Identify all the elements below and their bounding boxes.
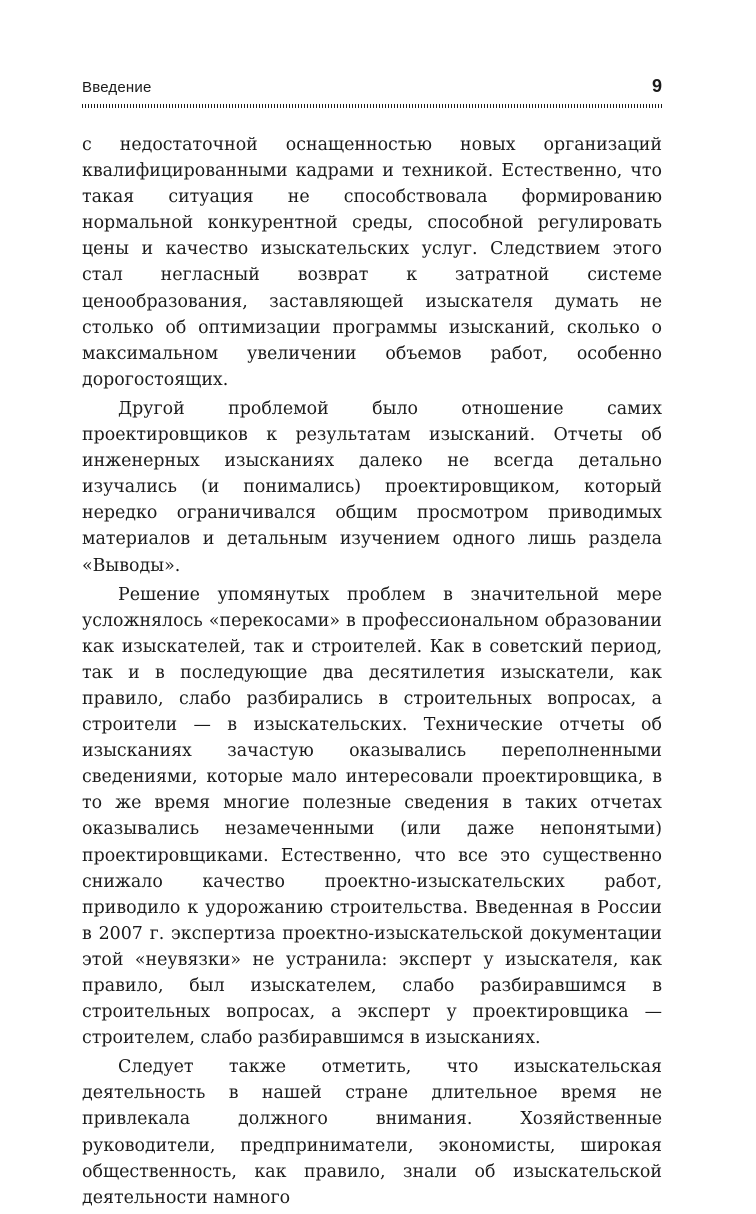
paragraph-3: Решение упомянутых проблем в значительной мере усложнялось «перекосами» в профессиональном образовании как изыскателей, так и строителей. Как в советский период, так и в последующие два десятилетия изыскатели, как правило, слабо разбирались в строительных вопросах, а строители — в изыскательских. Технические отчеты об изысканиях зачастую оказывались переполненными сведениями, которые мало интересовали проектировщика, в то же время многие полезные сведения в таких отчетах оказывались незамеченными (или даже непонятыми) проектировщиками. Естественно, что все это существенно снижало качество проектно-изыскательских работ, приводило к удорожанию строительства. Введенная в России в 2007 г. экспертиза проектно-изыскательской документации этой «неувязки» не устранила: эксперт у изыскателя, как правило, был изыскателем, слабо разбиравшимся в строительных вопросах, а эксперт у проектировщика — строителем, слабо разбиравшимся в изысканиях. xyxy=(82,584,662,1049)
book-page xyxy=(82,76,662,1214)
body-text xyxy=(82,132,662,1211)
section-title: Введение xyxy=(82,79,152,96)
running-header xyxy=(82,76,662,98)
paragraph-4: Следует также отметить, что изыскательская деятельность в нашей стране длительное время не привлекала должного внимания. Хозяйственные руководители, предприниматели, экономисты, широкая общественность, как правило, знали об изыскательской деятельности намного xyxy=(82,1057,662,1208)
header-dotted-rule xyxy=(82,104,662,108)
page-number: 9 xyxy=(651,76,662,96)
paragraph-2: Другой проблемой было отношение самих проектировщиков к результатам изысканий. Отчеты об инженерных изысканиях далеко не всегда детально изучались (и понимались) проектировщиком, который нередко ограничивался общим просмотром приводимых материалов и детальным изучением одного лишь раздела «Выводы». xyxy=(82,398,662,576)
paragraph-1: с недостаточной оснащенностью новых организаций квалифицированными кадрами и техникой. Естественно, что такая ситуация не способствовала формированию нормальной конкурентной среды, способной регулировать цены и качество изыскательских услуг. Следствием этого стал негласный возврат к затратной системе ценообразования, заставляющей изыскателя думать не столько об оптимизации программы изысканий, сколько о максимальном увеличении объемов работ, особенно дорогостоящих. xyxy=(82,135,662,390)
